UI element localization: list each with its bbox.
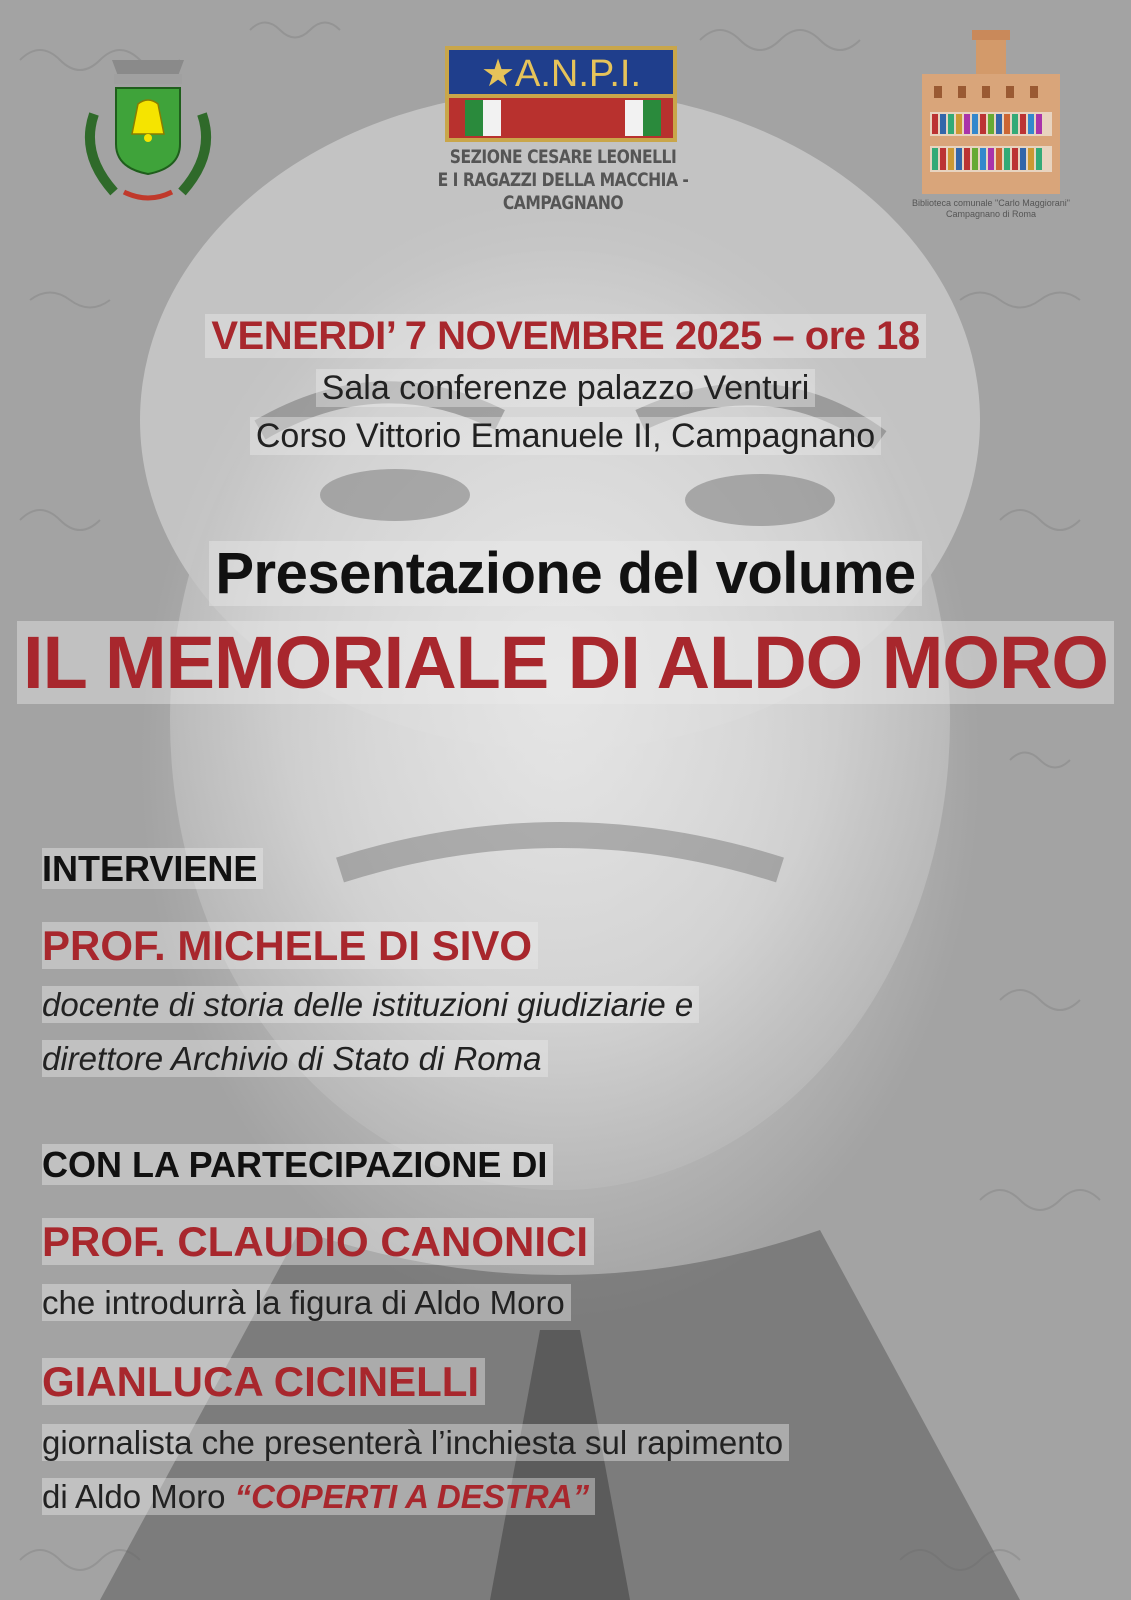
event-address-text: Corso Vittorio Emanuele II, Campagnano <box>250 417 881 455</box>
municipal-crest-icon <box>74 54 222 210</box>
event-date-text: VENERDI’ 7 NOVEMBRE 2025 – ore 18 <box>205 314 925 358</box>
event-date <box>0 314 1131 359</box>
speaker1-description-1 <box>42 986 699 1024</box>
speaker3-description-2-text: di Aldo Moro <box>42 1478 235 1515</box>
speaker1-description-1-text: docente di storia delle istituzioni giudiziarie e <box>42 986 699 1023</box>
intro-heading <box>0 540 1131 607</box>
library-logo-icon <box>918 30 1064 198</box>
speaker2-name-text: PROF. CLAUDIO CANONICI <box>42 1218 594 1265</box>
anpi-logo-text: ★A.N.P.I. <box>480 53 642 95</box>
library-caption-line-2: Campagnano di Roma <box>945 209 1037 219</box>
partecipazione-label <box>42 1144 553 1185</box>
speaker2-description <box>42 1284 571 1322</box>
event-address <box>0 417 1131 456</box>
speaker2-name <box>42 1218 594 1266</box>
library-caption <box>880 198 1102 220</box>
speaker3-name-text: GIANLUCA CICINELLI <box>42 1358 485 1405</box>
event-venue-text: Sala conferenze palazzo Venturi <box>316 369 816 407</box>
speaker1-name <box>42 922 538 970</box>
interviene-label-text: INTERVIENE <box>42 848 263 889</box>
speaker1-description-2-text: direttore Archivio di Stato di Roma <box>42 1040 548 1077</box>
intro-heading-text: Presentazione del volume <box>209 541 921 606</box>
anpi-section-name <box>429 146 696 215</box>
book-title-text: IL MEMORIALE DI ALDO MORO <box>17 621 1114 704</box>
anpi-logo <box>445 46 677 142</box>
book-quote-title: “COPERTI A DESTRA” <box>234 1478 590 1515</box>
interviene-label <box>42 848 263 889</box>
anpi-line-2: E I RAGAZZI DELLA MACCHIA - <box>437 169 689 191</box>
speaker2-description-text: che introdurrà la figura di Aldo Moro <box>42 1284 571 1321</box>
speaker3-name <box>42 1358 485 1406</box>
anpi-line-1: SEZIONE CESARE LEONELLI <box>449 146 677 168</box>
book-title <box>0 620 1131 705</box>
event-venue <box>0 369 1131 408</box>
anpi-line-3: CAMPAGNANO <box>502 192 624 214</box>
speaker3-description-2 <box>42 1478 595 1516</box>
speaker1-description-2 <box>42 1040 548 1078</box>
speaker3-description-1-text: giornalista che presenterà l’inchiesta sul rapimento <box>42 1424 789 1461</box>
speaker3-description-1 <box>42 1424 789 1462</box>
speaker1-name-text: PROF. MICHELE DI SIVO <box>42 922 538 969</box>
library-caption-line-1: Biblioteca comunale "Carlo Maggiorani" <box>912 198 1070 208</box>
partecipazione-label-text: CON LA PARTECIPAZIONE DI <box>42 1144 553 1185</box>
